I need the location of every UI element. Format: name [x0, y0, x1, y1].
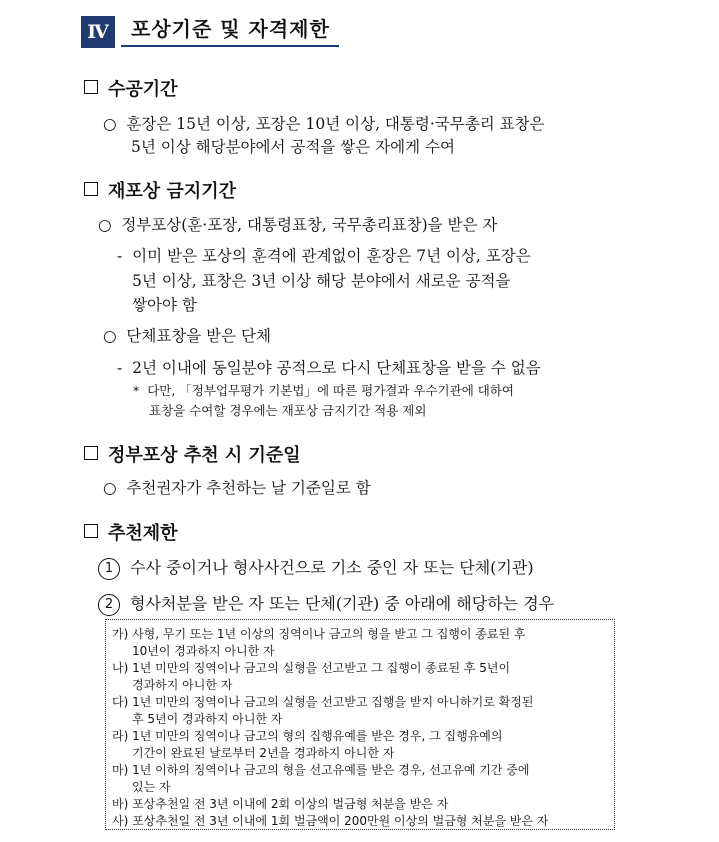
list-item: 라) 1년 미만의 징역이나 금고의 형의 집행유예를 받은 경우, 그 집행유예의: [112, 729, 503, 743]
section-heading-3: 정부포상 추천 시 기준일: [84, 441, 301, 467]
section-heading-2: 재포상 금지기간: [84, 177, 236, 203]
checkbox-square-icon: [84, 524, 98, 538]
list-item-cont: 있는 자: [132, 780, 171, 794]
restriction-list-box: [105, 619, 615, 830]
section-number-badge: Ⅳ: [81, 16, 115, 48]
dash-line: - 2년 이내에 동일분야 공적으로 다시 단체표창을 받을 수 없음: [117, 359, 541, 377]
checkbox-square-icon: [84, 182, 98, 196]
title-underline: [121, 45, 339, 47]
bullet-line-cont: 5년 이상 해당분야에서 공적을 쌓은 자에게 수여: [131, 138, 455, 156]
dash-icon: -: [117, 247, 123, 265]
circled-number-icon: 2: [98, 594, 120, 616]
circled-number-icon: 1: [98, 558, 120, 580]
checkbox-square-icon: [84, 446, 98, 460]
list-item-cont: 기간이 완료된 날로부터 2년을 경과하지 아니한 자: [132, 746, 395, 760]
asterisk-icon: *: [133, 383, 140, 398]
section-heading-1: 수공기간: [84, 75, 178, 101]
page-title: 포상기준 및 자격제한: [131, 17, 330, 41]
dash-line-cont: 5년 이상, 표창은 3년 이상 해당 분야에서 새로운 공적을: [132, 272, 511, 290]
bullet-line: ○ 단체표창을 받은 단체: [103, 327, 272, 345]
list-item: 다) 1년 미만의 징역이나 금고의 실형을 선고받고 집행을 받지 아니하기로 확정된: [112, 695, 534, 709]
list-item-cont: 경과하지 아니한 자: [132, 678, 233, 692]
list-item: 사) 포상추천일 전 3년 이내에 1회 벌금액이 200만원 이상의 벌금형 처분을 받은 자: [112, 814, 549, 828]
footnote-line-cont: 표창을 수여할 경우에는 재포상 금지기간 적용 제외: [149, 403, 427, 418]
circle-bullet-icon: ○: [103, 479, 117, 497]
list-item-cont: 후 5년이 경과하지 아니한 자: [132, 712, 283, 726]
checkbox-square-icon: [84, 80, 98, 94]
list-item: 나) 1년 미만의 징역이나 금고의 실형을 선고받고 그 집행이 종료된 후 5년이: [112, 661, 511, 675]
circle-bullet-icon: ○: [103, 327, 117, 345]
circle-bullet-icon: ○: [103, 115, 117, 133]
numbered-item-2: 2 형사처분을 받은 자 또는 단체(기관) 중 아래에 해당하는 경우: [98, 591, 554, 616]
list-item: 가) 사형, 무기 또는 1년 이상의 징역이나 금고의 형을 받고 그 집행이 종료된 후: [112, 627, 526, 641]
circle-bullet-icon: ○: [98, 216, 112, 234]
list-item-cont: 10년이 경과하지 아니한 자: [132, 644, 275, 658]
list-item: 바) 포상추천일 전 3년 이내에 2회 이상의 벌금형 처분을 받은 자: [112, 797, 449, 811]
bullet-line: ○ 추천권자가 추천하는 날 기준일로 함: [103, 479, 371, 497]
list-item: 마) 1년 이하의 징역이나 금고의 형을 선고유예를 받은 경우, 선고유예 기간 중에: [112, 763, 530, 777]
numbered-item-1: 1 수사 중이거나 형사사건으로 기소 중인 자 또는 단체(기관): [98, 555, 534, 580]
dash-line: - 이미 받은 포상의 훈격에 관계없이 훈장은 7년 이상, 포장은: [117, 247, 531, 265]
footnote-line: * 다만, 「정부업무평가 기본법」에 따른 평가결과 우수기관에 대하여: [133, 383, 514, 398]
bullet-line: ○ 훈장은 15년 이상, 포장은 10년 이상, 대통령·국무총리 표창은: [103, 115, 545, 133]
bullet-line: ○ 정부포상(훈·포장, 대통령표창, 국무총리표창)을 받은 자: [98, 216, 498, 234]
dash-icon: -: [117, 359, 123, 377]
section-heading-4: 추천제한: [84, 519, 178, 545]
dash-line-cont: 쌓아야 함: [132, 296, 197, 314]
